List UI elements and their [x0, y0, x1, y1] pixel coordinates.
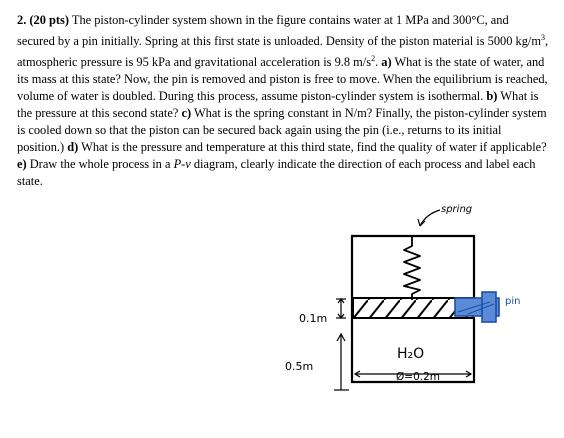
spring	[404, 236, 420, 300]
problem-number: 2.	[17, 13, 27, 27]
problem-intro-3: .	[375, 55, 382, 70]
part-c-label: c)	[181, 106, 192, 121]
water-height-label: 0.5m	[285, 360, 314, 373]
water-height-dimension	[334, 334, 349, 390]
diameter-label: Ø=0.2m	[396, 371, 440, 383]
part-c-text: What is the spring constant in N/m? Finally, the piston-cylinder system is cooled down so that the piston can be secured back again using the pin (i.e., returns to its initial position.)	[17, 106, 547, 155]
part-e-label: e)	[17, 157, 27, 172]
problem-intro-2: , atmospheric pressure is 95 kPa and gravitational acceleration is 9.8 m/s	[17, 34, 549, 70]
part-a-label: a)	[381, 55, 392, 70]
spring-label: spring	[441, 204, 473, 215]
problem-intro: The piston-cylinder system shown in the figure contains water at 1 MPa and 300°C, and secured by a pin initially. Spring at this first state is unloaded. Density of the piston material is 5000 kg/m	[17, 13, 541, 49]
gravity-exponent: 2	[371, 54, 376, 64]
density-exponent: 3	[541, 33, 545, 42]
pin-label: pin	[505, 296, 521, 307]
fluid-label: H₂O	[397, 346, 425, 362]
problem-points: (20 pts)	[29, 13, 69, 27]
part-b-text: What is the pressure at this second state?	[17, 89, 539, 121]
part-d-text: What is the pressure and temperature at this third state, find the quality of water if applicable?	[78, 140, 547, 155]
part-d-label: d)	[67, 140, 79, 155]
piston-thickness-dimension	[336, 299, 346, 318]
part-b-label: b)	[486, 89, 498, 104]
part-e-text-2: diagram, clearly indicate the direction of each process and label each state.	[17, 157, 536, 189]
piston-thickness-label: 0.1m	[299, 312, 328, 325]
part-e-text-1: Draw the whole process in a	[26, 157, 174, 172]
pv-diagram-term: P-v	[173, 157, 191, 172]
part-a-text: What is the state of water, and its mass at this state? Now, the pin is removed and piston is free to move. When the equilibrium is reached, volume of water is doubled. During this process, assume piston-cylinder system is isothermal.	[17, 55, 548, 104]
